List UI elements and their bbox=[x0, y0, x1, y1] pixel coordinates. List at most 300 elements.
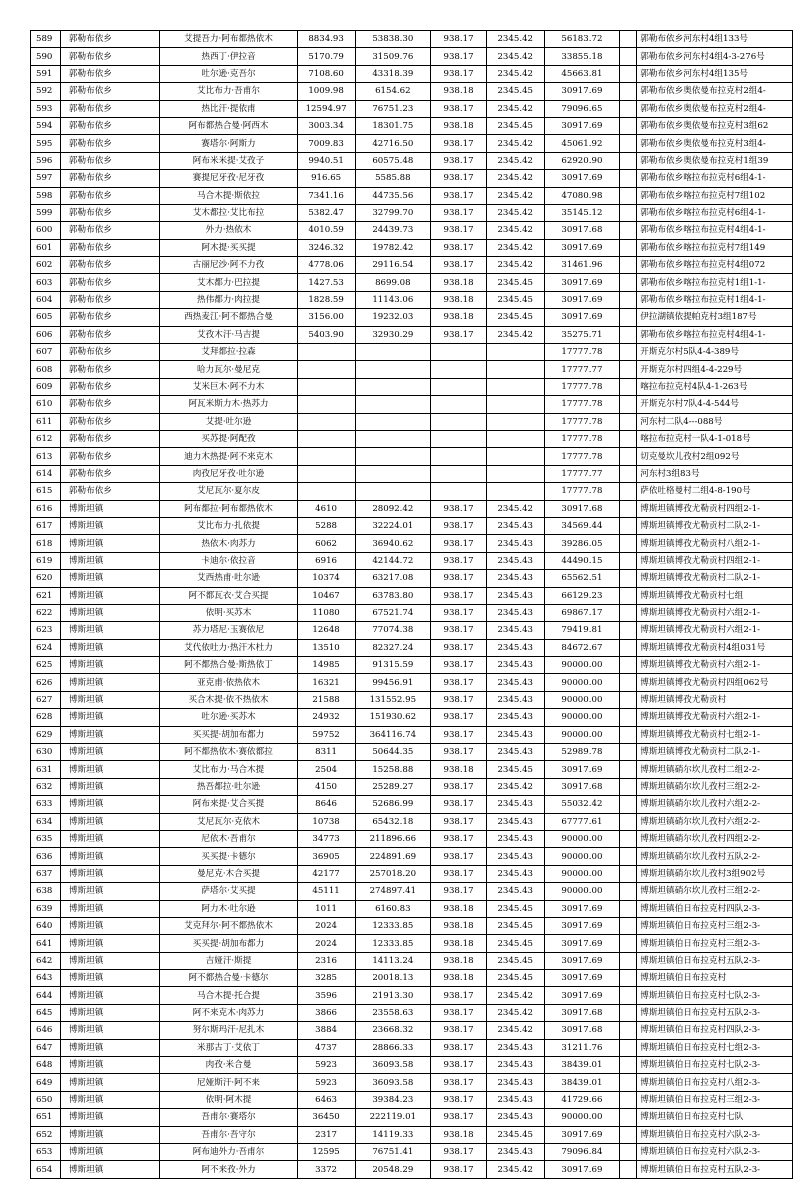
table-cell: 5923 bbox=[297, 1057, 355, 1074]
table-row bbox=[31, 935, 793, 952]
table-cell: 2345.43 bbox=[486, 848, 544, 865]
table-cell: 5585.88 bbox=[355, 170, 431, 187]
table-cell: 603 bbox=[31, 274, 61, 291]
table-cell: 20548.29 bbox=[355, 1161, 431, 1178]
table-cell: 博斯坦镇 bbox=[60, 622, 159, 639]
table-cell: 1009.98 bbox=[297, 83, 355, 100]
table-cell: 2345.43 bbox=[486, 709, 544, 726]
table-cell: 努尔斯玛汗·尼扎木 bbox=[160, 1022, 297, 1039]
table-cell: 30917.69 bbox=[544, 900, 620, 917]
blank-cell bbox=[620, 587, 637, 604]
table-cell: 郭勒布依乡喀拉布拉克村4组4-1- bbox=[637, 222, 793, 239]
table-cell bbox=[431, 465, 487, 482]
table-cell: 博斯坦镇 bbox=[60, 935, 159, 952]
blank-cell bbox=[620, 865, 637, 882]
table-cell: 619 bbox=[31, 552, 61, 569]
table-cell bbox=[486, 396, 544, 413]
table-cell: 30917.69 bbox=[544, 970, 620, 987]
table-row bbox=[31, 830, 793, 847]
table-cell: 597 bbox=[31, 170, 61, 187]
table-cell: 647 bbox=[31, 1039, 61, 1056]
table-cell: 阿瓦米斯力木·热苏力 bbox=[160, 396, 297, 413]
table-cell: 53838.30 bbox=[355, 31, 431, 48]
table-cell: 34773 bbox=[297, 830, 355, 847]
table-cell: 博斯坦镇硝尔坎儿孜村3组902号 bbox=[637, 865, 793, 882]
table-cell: 2345.42 bbox=[486, 31, 544, 48]
table-cell: 30917.69 bbox=[544, 274, 620, 291]
table-cell: 10374 bbox=[297, 570, 355, 587]
table-cell: 尼娅斯汗·阿不来 bbox=[160, 1074, 297, 1091]
table-cell: 274897.41 bbox=[355, 883, 431, 900]
table-cell: 2345.42 bbox=[486, 778, 544, 795]
table-cell: 6463 bbox=[297, 1091, 355, 1108]
table-row bbox=[31, 83, 793, 100]
table-cell: 博斯坦镇 bbox=[60, 744, 159, 761]
table-row bbox=[31, 622, 793, 639]
table-row bbox=[31, 848, 793, 865]
table-cell: 吉娅汗·斯提 bbox=[160, 952, 297, 969]
table-cell: 博斯坦镇硝尔坎儿孜村三组2-2- bbox=[637, 883, 793, 900]
table-row bbox=[31, 813, 793, 830]
table-cell: 博斯坦镇博孜尤勒贡村七组2-1- bbox=[637, 726, 793, 743]
table-cell: 634 bbox=[31, 813, 61, 830]
table-cell: 618 bbox=[31, 535, 61, 552]
table-cell: 博斯坦镇 bbox=[60, 709, 159, 726]
table-cell: 645 bbox=[31, 1004, 61, 1021]
table-cell: 吐尔逊·买苏木 bbox=[160, 709, 297, 726]
table-cell: 90000.00 bbox=[544, 674, 620, 691]
blank-cell bbox=[620, 970, 637, 987]
table-cell: 2345.42 bbox=[486, 222, 544, 239]
table-cell: 23558.63 bbox=[355, 1004, 431, 1021]
table-row bbox=[31, 1057, 793, 1074]
table-cell: 938.18 bbox=[431, 970, 487, 987]
table-cell: 938.17 bbox=[431, 883, 487, 900]
table-cell: 博斯坦镇 bbox=[60, 1039, 159, 1056]
table-cell: 30917.69 bbox=[544, 1161, 620, 1178]
table-cell: 938.17 bbox=[431, 674, 487, 691]
table-cell: 博斯坦镇伯日布拉克村七队2-3- bbox=[637, 1057, 793, 1074]
table-cell: 博斯坦镇硝尔坎儿孜村二组2-2- bbox=[637, 761, 793, 778]
table-row bbox=[31, 361, 793, 378]
table-cell: 尼依木·吾甫尔 bbox=[160, 830, 297, 847]
table-cell: 18301.75 bbox=[355, 117, 431, 134]
table-cell: 博斯坦镇伯日布拉克村三组2-3- bbox=[637, 917, 793, 934]
table-cell: 938.17 bbox=[431, 639, 487, 656]
table-cell: 938.17 bbox=[431, 204, 487, 221]
table-cell: 643 bbox=[31, 970, 61, 987]
table-cell: 2317 bbox=[297, 1126, 355, 1143]
table-cell: 623 bbox=[31, 622, 61, 639]
table-cell: 2345.45 bbox=[486, 761, 544, 778]
table-cell: 60575.48 bbox=[355, 152, 431, 169]
table-cell: 12594.97 bbox=[297, 100, 355, 117]
table-cell: 博斯坦镇博孜尤勒贡村四组2-1- bbox=[637, 500, 793, 517]
table-cell: 热吾都拉·吐尔逊 bbox=[160, 778, 297, 795]
table-cell: 2024 bbox=[297, 935, 355, 952]
table-cell: 598 bbox=[31, 187, 61, 204]
table-row bbox=[31, 674, 793, 691]
table-row bbox=[31, 448, 793, 465]
table-cell: 买买提·胡加布都力 bbox=[160, 726, 297, 743]
table-cell: 24439.73 bbox=[355, 222, 431, 239]
table-cell: 2345.43 bbox=[486, 830, 544, 847]
blank-cell bbox=[620, 100, 637, 117]
table-cell: 郭勒布依乡 bbox=[60, 465, 159, 482]
table-cell bbox=[355, 413, 431, 430]
table-cell: 2345.43 bbox=[486, 813, 544, 830]
table-cell: 阿布米米提·艾孜子 bbox=[160, 152, 297, 169]
table-cell: 2345.43 bbox=[486, 744, 544, 761]
table-cell: 30917.69 bbox=[544, 239, 620, 256]
table-cell: 博斯坦镇 bbox=[60, 987, 159, 1004]
table-cell: 32930.29 bbox=[355, 326, 431, 343]
table-cell: 938.17 bbox=[431, 1091, 487, 1108]
table-row bbox=[31, 135, 793, 152]
table-row bbox=[31, 326, 793, 343]
blank-cell bbox=[620, 1057, 637, 1074]
table-cell bbox=[431, 396, 487, 413]
table-cell: 621 bbox=[31, 587, 61, 604]
table-cell: 2345.45 bbox=[486, 970, 544, 987]
table-cell: 32799.70 bbox=[355, 204, 431, 221]
table-cell: 52686.99 bbox=[355, 796, 431, 813]
table-cell: 641 bbox=[31, 935, 61, 952]
blank-cell bbox=[620, 1004, 637, 1021]
table-cell: 938.17 bbox=[431, 31, 487, 48]
table-cell: 131552.95 bbox=[355, 691, 431, 708]
table-cell: 30917.69 bbox=[544, 1126, 620, 1143]
table-cell: 2504 bbox=[297, 761, 355, 778]
blank-cell bbox=[620, 552, 637, 569]
table-cell bbox=[297, 396, 355, 413]
table-cell: 637 bbox=[31, 865, 61, 882]
table-row bbox=[31, 413, 793, 430]
table-cell: 364116.74 bbox=[355, 726, 431, 743]
table-cell bbox=[297, 465, 355, 482]
table-cell: 59752 bbox=[297, 726, 355, 743]
table-row bbox=[31, 552, 793, 569]
table-cell bbox=[355, 344, 431, 361]
blank-cell bbox=[620, 274, 637, 291]
table-cell: 外力·热依木 bbox=[160, 222, 297, 239]
table-cell: 阿布迪外力·吾甫尔 bbox=[160, 1144, 297, 1161]
blank-cell bbox=[620, 848, 637, 865]
table-cell: 博斯坦镇伯日布拉克村五队2-3- bbox=[637, 952, 793, 969]
table-cell: 2345.45 bbox=[486, 952, 544, 969]
table-cell: 47080.98 bbox=[544, 187, 620, 204]
table-cell: 62920.90 bbox=[544, 152, 620, 169]
table-cell: 艾木都力·巴拉提 bbox=[160, 274, 297, 291]
blank-cell bbox=[620, 378, 637, 395]
blank-cell bbox=[620, 900, 637, 917]
table-cell: 938.17 bbox=[431, 604, 487, 621]
table-row bbox=[31, 291, 793, 308]
table-cell: 博斯坦镇 bbox=[60, 848, 159, 865]
blank-cell bbox=[620, 1109, 637, 1126]
table-cell: 63783.80 bbox=[355, 587, 431, 604]
table-cell bbox=[297, 430, 355, 447]
table-cell: 2345.45 bbox=[486, 917, 544, 934]
table-cell bbox=[431, 413, 487, 430]
table-cell: 肉孜·米合曼 bbox=[160, 1057, 297, 1074]
table-cell: 博斯坦镇 bbox=[60, 900, 159, 917]
blank-cell bbox=[620, 1022, 637, 1039]
table-cell: 博斯坦镇伯日布拉克村七队 bbox=[637, 1109, 793, 1126]
table-cell: 2345.43 bbox=[486, 796, 544, 813]
table-cell: 2345.42 bbox=[486, 1161, 544, 1178]
table-cell: 3156.00 bbox=[297, 309, 355, 326]
table-cell: 938.17 bbox=[431, 865, 487, 882]
table-cell bbox=[431, 448, 487, 465]
table-cell: 938.17 bbox=[431, 222, 487, 239]
table-row bbox=[31, 170, 793, 187]
table-cell: 2345.42 bbox=[486, 48, 544, 65]
table-cell: 艾比布力·扎依提 bbox=[160, 517, 297, 534]
table-cell bbox=[431, 344, 487, 361]
table-cell: 2345.43 bbox=[486, 674, 544, 691]
table-cell: 博斯坦镇博孜尤勒贡村 bbox=[637, 691, 793, 708]
table-cell: 萨依吐格曼村二组4-8-190号 bbox=[637, 483, 793, 500]
blank-cell bbox=[620, 170, 637, 187]
table-row bbox=[31, 744, 793, 761]
table-cell: 32224.01 bbox=[355, 517, 431, 534]
table-cell: 2345.43 bbox=[486, 1039, 544, 1056]
blank-cell bbox=[620, 83, 637, 100]
table-cell: 6916 bbox=[297, 552, 355, 569]
table-cell: 617 bbox=[31, 517, 61, 534]
table-cell: 29116.54 bbox=[355, 257, 431, 274]
table-cell: 624 bbox=[31, 639, 61, 656]
table-cell: 56183.72 bbox=[544, 31, 620, 48]
table-cell: 79096.84 bbox=[544, 1144, 620, 1161]
table-cell bbox=[431, 430, 487, 447]
table-cell: 郭勒布依乡 bbox=[60, 483, 159, 500]
table-row bbox=[31, 900, 793, 917]
table-cell: 625 bbox=[31, 657, 61, 674]
table-cell: 河东村3组83号 bbox=[637, 465, 793, 482]
table-cell: 90000.00 bbox=[544, 657, 620, 674]
table-cell: 616 bbox=[31, 500, 61, 517]
table-cell: 23668.32 bbox=[355, 1022, 431, 1039]
table-cell: 938.18 bbox=[431, 117, 487, 134]
table-cell: 艾拜都拉·拉森 bbox=[160, 344, 297, 361]
table-cell: 14985 bbox=[297, 657, 355, 674]
table-cell: 开斯克尔村7队4-4-544号 bbox=[637, 396, 793, 413]
table-cell: 82327.24 bbox=[355, 639, 431, 656]
table-cell bbox=[355, 430, 431, 447]
table-cell: 赛提尼牙孜·尼牙孜 bbox=[160, 170, 297, 187]
table-cell: 30917.69 bbox=[544, 117, 620, 134]
table-cell: 938.18 bbox=[431, 935, 487, 952]
table-cell: 博斯坦镇 bbox=[60, 517, 159, 534]
table-cell: 651 bbox=[31, 1109, 61, 1126]
table-cell: 伊拉湖镇依提帕克村3组187号 bbox=[637, 309, 793, 326]
table-cell: 627 bbox=[31, 691, 61, 708]
table-cell: 90000.00 bbox=[544, 1109, 620, 1126]
blank-cell bbox=[620, 987, 637, 1004]
table-cell: 613 bbox=[31, 448, 61, 465]
table-cell: 28092.42 bbox=[355, 500, 431, 517]
blank-cell bbox=[620, 291, 637, 308]
table-cell: 938.17 bbox=[431, 1039, 487, 1056]
blank-cell bbox=[620, 413, 637, 430]
table-cell: 郭勒布依乡 bbox=[60, 291, 159, 308]
table-cell: 郭勒布依乡河东村4组135号 bbox=[637, 65, 793, 82]
table-cell bbox=[486, 413, 544, 430]
table-cell: 650 bbox=[31, 1091, 61, 1108]
table-cell: 50644.35 bbox=[355, 744, 431, 761]
table-cell: 76751.41 bbox=[355, 1144, 431, 1161]
table-cell: 4610 bbox=[297, 500, 355, 517]
table-cell: 博斯坦镇伯日布拉克村六队2-3- bbox=[637, 1126, 793, 1143]
table-cell: 3003.34 bbox=[297, 117, 355, 134]
table-cell: 热依木·肉苏力 bbox=[160, 535, 297, 552]
table-row bbox=[31, 657, 793, 674]
table-cell: 艾孜木汗·马吉提 bbox=[160, 326, 297, 343]
table-cell: 2345.42 bbox=[486, 204, 544, 221]
table-cell: 郭勒布依乡 bbox=[60, 204, 159, 221]
table-cell: 76751.23 bbox=[355, 100, 431, 117]
table-cell: 2345.43 bbox=[486, 604, 544, 621]
table-cell: 郭勒布依乡喀拉布拉克村4组072 bbox=[637, 257, 793, 274]
table-cell: 14119.33 bbox=[355, 1126, 431, 1143]
blank-cell bbox=[620, 204, 637, 221]
table-row bbox=[31, 152, 793, 169]
blank-cell bbox=[620, 761, 637, 778]
table-cell: 赛塔尔·阿斯力 bbox=[160, 135, 297, 152]
table-cell: 601 bbox=[31, 239, 61, 256]
table-cell: 喀拉布拉克村4队4-1-263号 bbox=[637, 378, 793, 395]
table-cell: 626 bbox=[31, 674, 61, 691]
table-cell: 河东村二队4---088号 bbox=[637, 413, 793, 430]
table-cell: 640 bbox=[31, 917, 61, 934]
table-cell: 77074.38 bbox=[355, 622, 431, 639]
table-cell: 1427.53 bbox=[297, 274, 355, 291]
table-cell: 博斯坦镇伯日布拉克村三组2-3- bbox=[637, 935, 793, 952]
table-cell: 博斯坦镇 bbox=[60, 917, 159, 934]
table-cell: 6160.83 bbox=[355, 900, 431, 917]
table-cell: 郭勒布依乡 bbox=[60, 413, 159, 430]
table-cell: 938.18 bbox=[431, 309, 487, 326]
table-row bbox=[31, 222, 793, 239]
table-cell: 30917.69 bbox=[544, 917, 620, 934]
table-cell: 博斯坦镇 bbox=[60, 1057, 159, 1074]
table-cell: 45111 bbox=[297, 883, 355, 900]
table-cell: 55032.42 bbox=[544, 796, 620, 813]
table-row bbox=[31, 726, 793, 743]
table-cell: 591 bbox=[31, 65, 61, 82]
table-cell: 郭勒布依乡喀拉布拉克村7组102 bbox=[637, 187, 793, 204]
table-cell: 41729.66 bbox=[544, 1091, 620, 1108]
table-cell: 33855.18 bbox=[544, 48, 620, 65]
table-cell: 2345.43 bbox=[486, 517, 544, 534]
table-cell: 38439.01 bbox=[544, 1057, 620, 1074]
table-cell: 买合木提·依不热依木 bbox=[160, 691, 297, 708]
table-cell: 4737 bbox=[297, 1039, 355, 1056]
table-cell: 52989.78 bbox=[544, 744, 620, 761]
table-cell: 2345.43 bbox=[486, 1074, 544, 1091]
table-cell: 热伟都力·肉拉提 bbox=[160, 291, 297, 308]
table-cell: 30917.69 bbox=[544, 952, 620, 969]
table-cell: 艾西热甫·吐尔逊 bbox=[160, 570, 297, 587]
table-cell: 42144.72 bbox=[355, 552, 431, 569]
table-row bbox=[31, 344, 793, 361]
blank-cell bbox=[620, 48, 637, 65]
table-cell: 938.17 bbox=[431, 1161, 487, 1178]
table-cell: 20018.13 bbox=[355, 970, 431, 987]
table-row bbox=[31, 465, 793, 482]
table-cell: 3285 bbox=[297, 970, 355, 987]
table-cell: 938.17 bbox=[431, 1109, 487, 1126]
table-cell: 17777.78 bbox=[544, 413, 620, 430]
table-cell: 67521.74 bbox=[355, 604, 431, 621]
blank-cell bbox=[620, 744, 637, 761]
table-cell: 郭勒布依乡 bbox=[60, 222, 159, 239]
table-cell: 938.17 bbox=[431, 1057, 487, 1074]
table-cell: 郭勒布依乡 bbox=[60, 448, 159, 465]
table-cell: 938.17 bbox=[431, 587, 487, 604]
table-cell: 30917.68 bbox=[544, 1004, 620, 1021]
table-row bbox=[31, 1004, 793, 1021]
table-cell: 938.17 bbox=[431, 744, 487, 761]
table-cell: 44735.56 bbox=[355, 187, 431, 204]
blank-cell bbox=[620, 796, 637, 813]
table-cell: 苏力塔尼·玉赛依尼 bbox=[160, 622, 297, 639]
blank-cell bbox=[620, 570, 637, 587]
table-cell: 博斯坦镇 bbox=[60, 1144, 159, 1161]
table-row bbox=[31, 865, 793, 882]
table-cell: 郭勒布依乡 bbox=[60, 344, 159, 361]
table-cell: 切克曼坎儿孜村2组092号 bbox=[637, 448, 793, 465]
table-cell: 郭勒布依乡 bbox=[60, 274, 159, 291]
table-cell: 郭勒布依乡喀拉布拉克村6组4-1- bbox=[637, 170, 793, 187]
table-cell: 博斯坦镇 bbox=[60, 552, 159, 569]
table-cell: 938.17 bbox=[431, 1022, 487, 1039]
table-cell: 211896.66 bbox=[355, 830, 431, 847]
table-cell: 11080 bbox=[297, 604, 355, 621]
table-cell bbox=[486, 361, 544, 378]
table-cell: 620 bbox=[31, 570, 61, 587]
table-cell: 艾比布力·马合木提 bbox=[160, 761, 297, 778]
table-cell: 郭勒布依乡河东村4组133号 bbox=[637, 31, 793, 48]
table-cell: 曼尼克·木合买提 bbox=[160, 865, 297, 882]
table-cell: 606 bbox=[31, 326, 61, 343]
blank-cell bbox=[620, 430, 637, 447]
table-cell: 郭勒布依乡 bbox=[60, 135, 159, 152]
table-cell: 博斯坦镇硝尔坎儿孜村六组2-2- bbox=[637, 796, 793, 813]
table-cell: 郭勒布依乡 bbox=[60, 326, 159, 343]
table-cell: 郭勒布依乡河东村4组4-3-276号 bbox=[637, 48, 793, 65]
table-cell: 636 bbox=[31, 848, 61, 865]
table-cell: 635 bbox=[31, 830, 61, 847]
table-cell: 郭勒布依乡 bbox=[60, 257, 159, 274]
table-cell: 博斯坦镇 bbox=[60, 639, 159, 656]
table-cell: 阿不来克木·肉苏力 bbox=[160, 1004, 297, 1021]
table-cell: 938.17 bbox=[431, 709, 487, 726]
table-cell: 610 bbox=[31, 396, 61, 413]
table-cell: 吾甫尔·吾守尔 bbox=[160, 1126, 297, 1143]
table-cell: 938.17 bbox=[431, 187, 487, 204]
table-cell: 16321 bbox=[297, 674, 355, 691]
table-cell: 938.17 bbox=[431, 239, 487, 256]
table-cell: 博斯坦镇 bbox=[60, 726, 159, 743]
table-cell bbox=[486, 378, 544, 395]
table-cell: 938.18 bbox=[431, 917, 487, 934]
blank-cell bbox=[620, 239, 637, 256]
blank-cell bbox=[620, 222, 637, 239]
table-cell: 博斯坦镇 bbox=[60, 587, 159, 604]
